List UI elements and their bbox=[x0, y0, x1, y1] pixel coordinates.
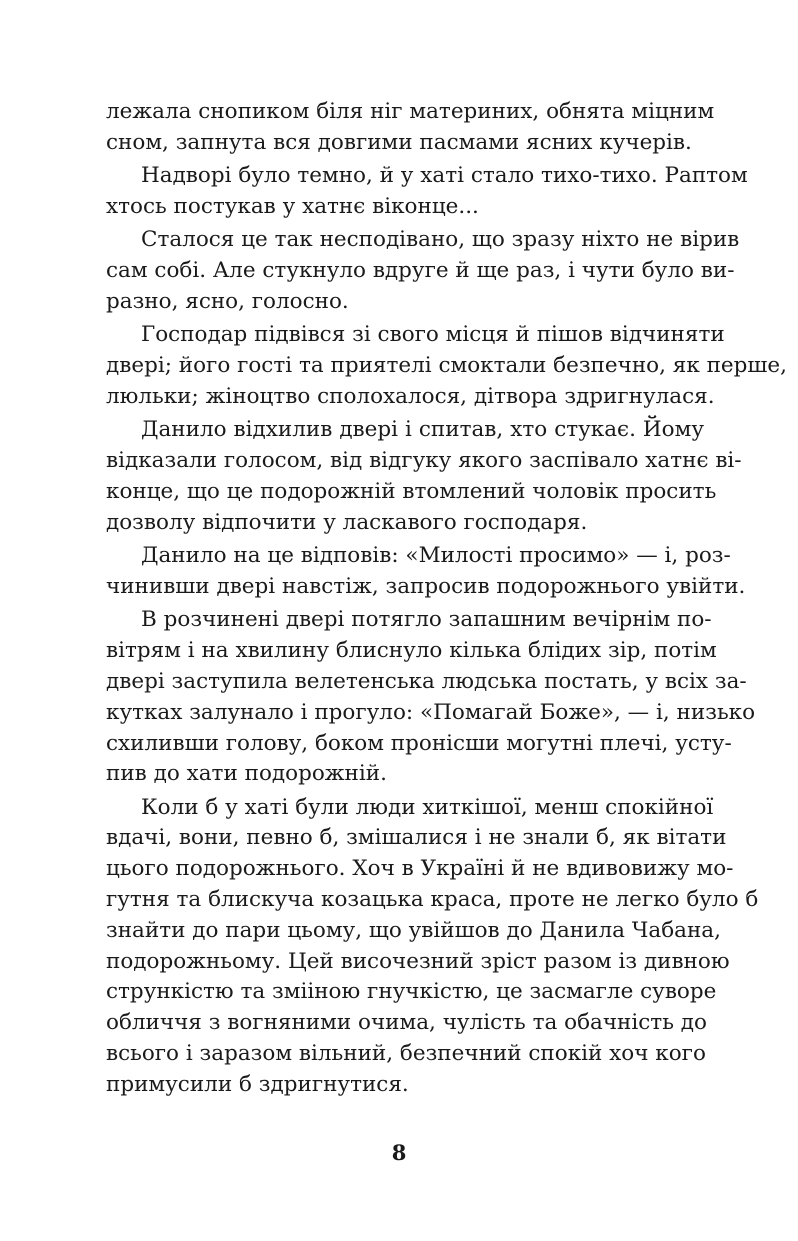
text-line: відказали голосом, від відгуку якого заспівало хатнє ві- bbox=[106, 448, 742, 474]
paragraph bbox=[106, 225, 740, 317]
text-line: Сталося це так несподівано, що зразу ніхто не вірив bbox=[141, 227, 740, 253]
paragraph bbox=[106, 161, 748, 223]
text-line: двері заступила велетенська людська постать, у всіх за- bbox=[106, 668, 747, 694]
text-line: подорожньому. Цей височезний зріст разом із дивною bbox=[106, 948, 730, 974]
text-line: стрункістю та змііною гнучкістю, це засмагле суворе bbox=[106, 979, 717, 1005]
text-line: вітрям і на хвилину блиснуло кілька блідих зір, потім bbox=[106, 638, 717, 664]
body-text bbox=[106, 97, 787, 1103]
text-line: вдачі, вони, певно б, змішалися і не знали б, як вітати bbox=[106, 825, 727, 851]
text-line: пив до хати подорожній. bbox=[106, 761, 387, 787]
text-line: знайти до пари цьому, що увійшов до Данила Чабана, bbox=[106, 917, 721, 943]
text-line: конце, що це подорожній втомлений чоловік просить bbox=[106, 478, 717, 504]
text-line: гутня та блискуча козацька краса, проте не легко було б bbox=[106, 887, 759, 913]
paragraph bbox=[106, 415, 742, 538]
text-line: Данило відхилив двері і спитав, хто стукає. Йому bbox=[141, 417, 704, 443]
text-line: дозволу відпочити у ласкавого господаря. bbox=[106, 509, 588, 535]
paragraph bbox=[106, 793, 759, 1101]
text-line: сам собі. Але стукнуло вдруге й ще раз, і чути було ви- bbox=[106, 258, 735, 284]
text-line: В розчинені двері потягло запашним вечірнім по- bbox=[141, 607, 712, 633]
text-line: Коли б у хаті були люди хиткішої, менш спокійної bbox=[141, 794, 714, 820]
text-line: Надворі було темно, й у хаті стало тихо-тихо. Раптом bbox=[141, 163, 748, 189]
text-line: всього і заразом вільний, безпечний спокій хоч кого bbox=[106, 1041, 706, 1067]
text-line: сном, запнута вся довгими пасмами ясних кучерів. bbox=[106, 129, 692, 155]
text-line: люльки; жіноцтво сполохалося, дітвора здригнулася. bbox=[106, 383, 715, 409]
text-line: цього подорожнього. Хоч в Україні й не вдивовижу мо- bbox=[106, 856, 734, 882]
text-line: лежала снопиком біля ніг материних, обнята міцним bbox=[106, 99, 715, 124]
text-line: обличчя з вогняними очима, чулість та обачність до bbox=[106, 1010, 707, 1036]
text-line: разно, ясно, голосно. bbox=[106, 288, 349, 314]
text-line: двері; його гості та приятелі смоктали безпечно, як перше, bbox=[106, 353, 787, 379]
paragraph bbox=[106, 541, 746, 603]
paragraph bbox=[106, 320, 787, 412]
text-line: чинивши двері навстіж, запросив подорожнього увійти. bbox=[106, 573, 746, 599]
text-line: примусили б здригнутися. bbox=[106, 1071, 409, 1097]
paragraph bbox=[106, 605, 756, 790]
paragraph bbox=[106, 97, 715, 159]
text-line: хтось постукав у хатнє віконце... bbox=[106, 193, 479, 219]
text-line: Данило на це відповів: «Милості просимо» — і, роз- bbox=[141, 543, 731, 569]
text-line: кутках залунало і прогуло: «Помагай Боже», — і, низько bbox=[106, 699, 756, 725]
page-number: 8 bbox=[391, 1140, 407, 1165]
text-line: схиливши голову, боком пронісши могутні плечі, усту- bbox=[106, 730, 732, 756]
text-line: Господар підвівся зі свого місця й пішов відчиняти bbox=[141, 322, 725, 348]
